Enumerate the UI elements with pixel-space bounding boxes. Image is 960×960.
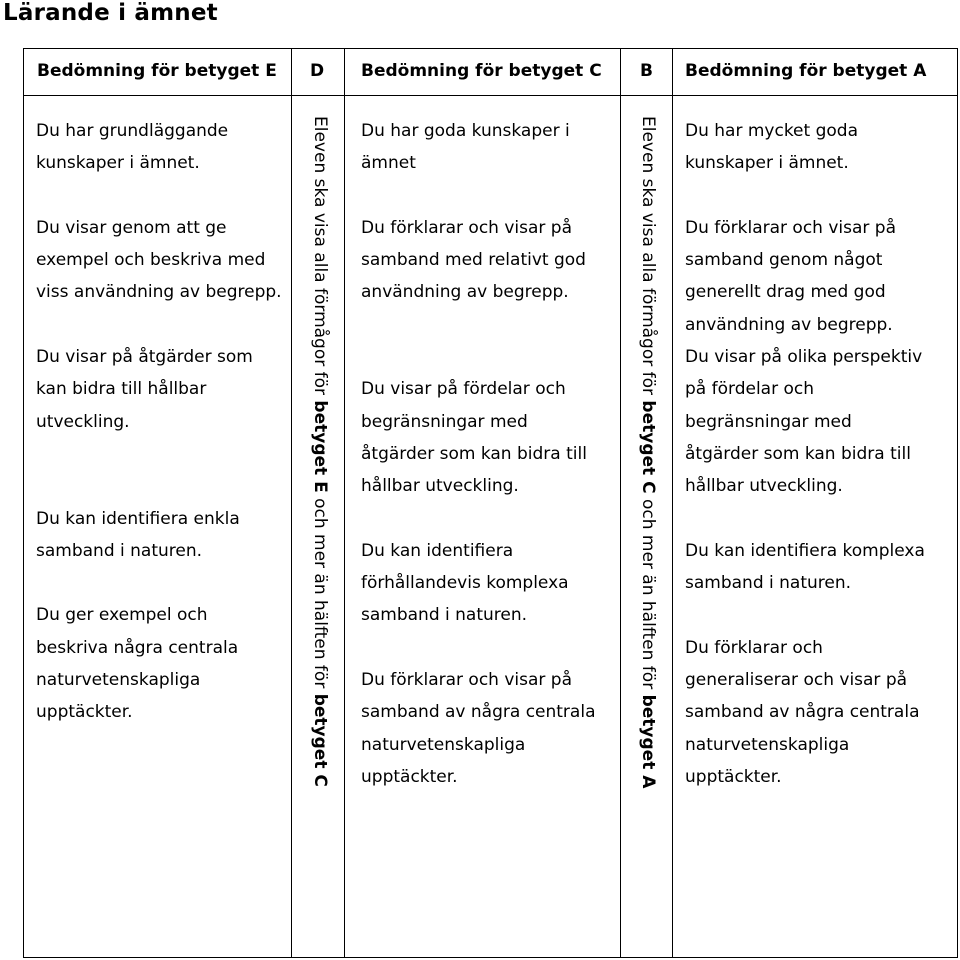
criteria-line: Du kan identifiera xyxy=(361,540,514,561)
criteria-line: upptäckter. xyxy=(36,702,133,723)
criteria-grade-c xyxy=(361,115,595,793)
header-grade-c: Bedömning för betyget C xyxy=(361,61,602,81)
criteria-line: beskriva några centrala xyxy=(36,637,239,658)
criteria-line: naturvetenskapliga xyxy=(685,734,850,755)
criteria-line: utveckling. xyxy=(36,411,130,432)
grade-d-emphasis-e: betyget E xyxy=(310,400,330,493)
criteria-line: Du kan identifiera enkla xyxy=(36,508,240,529)
criteria-line: på fördelar och xyxy=(685,379,814,400)
criteria-line: Du visar genom att ge xyxy=(36,217,227,238)
criteria-line: generaliserar och visar på xyxy=(685,670,908,691)
criteria-line: exempel och beskriva med xyxy=(36,250,266,271)
grading-table xyxy=(23,48,958,958)
criteria-line: samband av några centrala xyxy=(685,702,920,723)
criteria-line: Du har mycket goda xyxy=(685,121,858,141)
criteria-line: samband av några centrala xyxy=(361,702,596,723)
header-divider xyxy=(24,95,957,96)
criteria-line: Du visar på olika perspektiv xyxy=(685,347,923,368)
criteria-line xyxy=(685,503,925,535)
header-grade-e: Bedömning för betyget E xyxy=(37,61,277,81)
criteria-line: samband genom något xyxy=(685,250,883,271)
criteria-line: Du förklarar och xyxy=(685,637,823,658)
criteria-line: hållbar utveckling. xyxy=(361,476,519,497)
criteria-line: förhållandevis komplexa xyxy=(361,573,569,594)
grade-b-emphasis-a: betyget A xyxy=(638,694,658,789)
criteria-line xyxy=(36,438,282,470)
criteria-line: Du ger exempel och xyxy=(36,605,208,626)
column-divider xyxy=(291,49,292,957)
criteria-line: kunskaper i ämnet. xyxy=(685,153,849,174)
grade-d-text-middle: och mer än hälften för xyxy=(310,492,330,694)
criteria-line: samband med relativt god xyxy=(361,250,586,271)
criteria-line xyxy=(361,632,595,664)
criteria-line: upptäckter. xyxy=(685,766,782,787)
criteria-line: Du förklarar och visar på xyxy=(361,670,573,691)
criteria-line: samband i naturen. xyxy=(685,573,852,594)
criteria-line: generellt drag med god xyxy=(685,282,886,303)
criteria-line: upptäckter. xyxy=(361,766,458,787)
criteria-line: Du visar på fördelar och xyxy=(361,379,566,400)
criteria-line: begränsningar med xyxy=(361,411,528,432)
grade-b-emphasis-c: betyget C xyxy=(638,400,658,494)
criteria-line: användning av begrepp. xyxy=(685,314,893,335)
criteria-line: begränsningar med xyxy=(685,411,852,432)
criteria-line: kunskaper i ämnet. xyxy=(36,153,200,174)
column-divider xyxy=(344,49,345,957)
criteria-line xyxy=(36,470,282,502)
page-title: Lärande i ämnet xyxy=(3,0,218,26)
criteria-line: åtgärder som kan bidra till xyxy=(361,443,587,464)
criteria-line xyxy=(361,180,595,212)
criteria-grade-a xyxy=(685,115,925,793)
criteria-line: samband i naturen. xyxy=(361,605,528,626)
header-grade-b: B xyxy=(640,61,653,81)
criteria-line: viss användning av begrepp. xyxy=(36,282,282,303)
criteria-grade-b xyxy=(638,116,658,788)
grade-b-text: Eleven ska visa alla förmågor för xyxy=(638,116,658,401)
column-divider xyxy=(620,49,621,957)
header-grade-a: Bedömning för betyget A xyxy=(685,61,927,81)
criteria-line: ämnet xyxy=(361,153,416,174)
criteria-grade-e xyxy=(36,115,282,729)
criteria-line: användning av begrepp. xyxy=(361,282,569,303)
criteria-line xyxy=(361,503,595,535)
criteria-line: Du har goda kunskaper i xyxy=(361,121,570,141)
criteria-line: Du har grundläggande xyxy=(36,121,229,141)
criteria-grade-d xyxy=(310,116,330,787)
column-divider xyxy=(672,49,673,957)
criteria-line: åtgärder som kan bidra till xyxy=(685,443,911,464)
criteria-line: Du förklarar och visar på xyxy=(361,217,573,238)
criteria-line: Du kan identifiera komplexa xyxy=(685,540,925,561)
grade-b-text-middle: och mer än hälften för xyxy=(638,493,658,695)
criteria-line: kan bidra till hållbar xyxy=(36,379,207,400)
criteria-line: samband i naturen. xyxy=(36,540,203,561)
criteria-line xyxy=(685,599,925,631)
criteria-line xyxy=(36,567,282,599)
criteria-line xyxy=(36,309,282,341)
criteria-line xyxy=(361,309,595,341)
criteria-line: Du förklarar och visar på xyxy=(685,217,897,238)
criteria-line: hållbar utveckling. xyxy=(685,476,843,497)
criteria-line xyxy=(36,180,282,212)
header-grade-d: D xyxy=(310,61,325,81)
criteria-line xyxy=(361,341,595,373)
criteria-line: naturvetenskapliga xyxy=(36,670,201,691)
criteria-line: Du visar på åtgärder som xyxy=(36,347,253,368)
grade-d-emphasis-c: betyget C xyxy=(310,693,330,787)
grade-d-text: Eleven ska visa alla förmågor för xyxy=(310,116,330,401)
criteria-line xyxy=(685,180,925,212)
criteria-line: naturvetenskapliga xyxy=(361,734,526,755)
